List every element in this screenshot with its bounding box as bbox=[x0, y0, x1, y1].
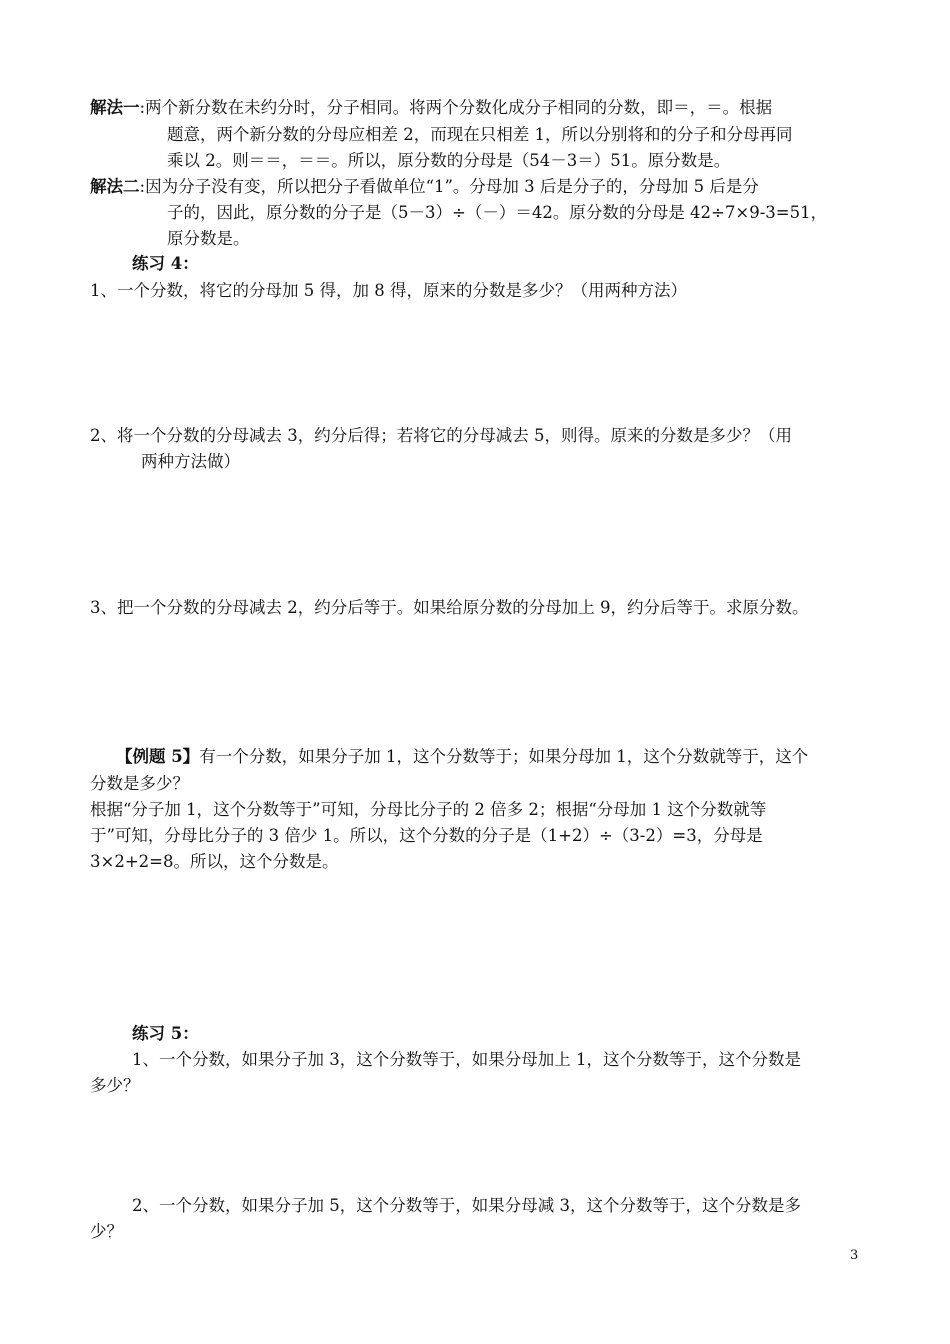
practice-4-question-1: 1、一个分数，将它的分母加 5 得，加 8 得，原来的分数是多少？（用两种方法） bbox=[90, 281, 687, 300]
practice-4-title: 练习 4： bbox=[132, 254, 199, 273]
example-5-solution-line-1: 根据“分子加 1，这个分数等于”可知，分母比分子的 2 倍多 2；根据“分母加 1 这个分数就等 bbox=[90, 800, 767, 819]
solution-two-text-1: 因为分子没有变，所以把分子看做单位“1”。分母加 3 后是分子的，分母加 5 后是分 bbox=[145, 177, 759, 196]
practice-5-title: 练习 5： bbox=[132, 1024, 199, 1043]
solution-one-line-2: 题意，两个新分数的分母应相差 2，而现在只相差 1，所以分别将和的分子和分母再同 bbox=[167, 125, 793, 144]
solution-two-line-3: 原分数是。 bbox=[167, 229, 250, 248]
practice-4-question-2-line-1: 2、将一个分数的分母减去 3，约分后得；若将它的分母减去 5，则得。原来的分数是多少？（用 bbox=[90, 426, 792, 445]
solution-one-text-1: 两个新分数在未约分时，分子相同。将两个分数化成分子相同的分数，即＝，＝。根据 bbox=[145, 98, 773, 117]
solution-one-line-3: 乘以 2。则＝＝，＝＝。所以，原分数的分母是（54－3＝）51。原分数是。 bbox=[167, 151, 731, 170]
example-5-line-2: 分数是多少？ bbox=[90, 774, 189, 793]
practice-5-question-1-line-1: 1、一个分数，如果分子加 3，这个分数等于，如果分母加上 1，这个分数等于，这个分数是 bbox=[132, 1050, 801, 1069]
solution-one-line-1 bbox=[90, 96, 772, 120]
practice-5-question-2-line-2: 少？ bbox=[90, 1222, 123, 1241]
page-number: 3 bbox=[850, 1248, 859, 1263]
example-5-solution-line-2: 于”可知，分母比分子的 3 倍少 1。所以，这个分数的分子是（1+2）÷（3-2）=3，分母是 bbox=[90, 826, 763, 845]
example-5-question-1: 有一个分数，如果分子加 1，这个分数等于；如果分母加 1，这个分数就等于，这个 bbox=[199, 747, 809, 766]
solution-one-label: 解法一 bbox=[90, 98, 140, 117]
practice-4-question-3: 3、把一个分数的分母减去 2，约分后等于。如果给原分数的分母加上 9，约分后等于。求原分数。 bbox=[90, 598, 809, 617]
practice-5-question-2-line-1: 2、一个分数，如果分子加 5，这个分数等于，如果分母减 3，这个分数等于，这个分数是多 bbox=[132, 1196, 801, 1215]
solution-one-colon: : bbox=[139, 98, 146, 117]
solution-two-line-1 bbox=[90, 175, 759, 199]
solution-two-colon: : bbox=[139, 177, 146, 196]
example-5-line-1 bbox=[116, 745, 808, 769]
solution-two-line-2: 子的，因此，原分数的分子是（5－3）÷（－）＝42。原分数的分母是 42÷7×9-3=51， bbox=[167, 203, 828, 222]
solution-two-label: 解法二 bbox=[90, 177, 140, 196]
practice-4-question-2-line-2: 两种方法做） bbox=[141, 452, 240, 471]
practice-5-question-1-line-2: 多少？ bbox=[90, 1076, 140, 1095]
example-5-solution-line-3: 3×2+2=8。所以，这个分数是。 bbox=[90, 852, 339, 871]
example-5-title: 【例题 5】 bbox=[116, 747, 200, 766]
